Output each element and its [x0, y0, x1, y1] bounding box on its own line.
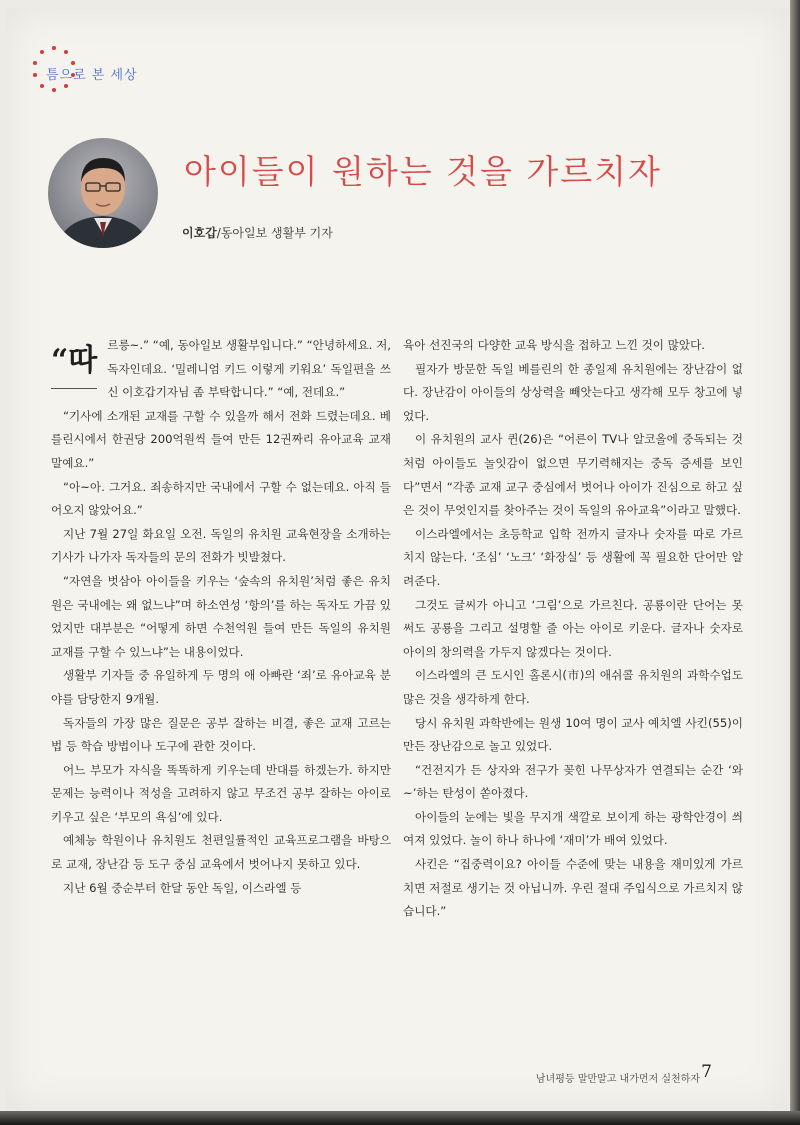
paragraph: 아이들의 눈에는 빛을 무지개 색깔로 보이게 하는 광학안경이 씌여져 있었다. 놀이 하나 하나에 ‘재미’가 배여 있었다. [403, 809, 743, 848]
paragraph: 르릉~.” “예, 동아일보 생활부입니다.” “안녕하세요. 저, 독자인데요. ‘밀레니엄 키드 이렇게 키워요’ 독일편을 쓰신 이호갑기자님 좀 부탁합니다.” “예, 전데요.” [107, 338, 391, 400]
drop-cap: “따 [51, 338, 97, 389]
page-edge-shadow [790, 0, 800, 1125]
footer-slogan: 남녀평등 말만말고 내가먼저 실천하자 [535, 1074, 700, 1085]
byline [182, 224, 333, 241]
paragraph: “자연을 벗삼아 아이들을 키우는 ‘숲속의 유치원’처럼 좋은 유치원은 국내에는 왜 없느냐”며 하소연성 ‘항의’를 하는 독자도 가끔 있었지만 대부분은 “어떻게 하면 수천억원 들여 만든 독일의 유치원 교재를 구할 수 있느냐”는 내용이었다. [51, 573, 391, 659]
article-column-left [51, 334, 391, 900]
paragraph: “기사에 소개된 교재를 구할 수 있을까 해서 전화 드렸는데요. 베를린시에서 한권당 200억원씩 들여 만든 12권짜리 유아교육 교재말예요.” [51, 408, 391, 470]
paragraph: 어느 부모가 자식을 똑똑하게 키우는데 반대를 하겠는가. 하지만 문제는 능력이나 적성을 고려하지 않고 무조건 공부 잘하는 아이로 키우고 싶은 ‘부모의 욕심’에 있다. [51, 762, 391, 824]
paragraph: 당시 유치원 과학반에는 원생 10여 명이 교사 예치엘 사킨(55)이 만든 장난감으로 놀고 있었다. [403, 715, 743, 754]
paragraph: “아~아. 그거요. 죄송하지만 국내에서 구할 수 없는데요. 아직 들어오지 않았어요.” [51, 479, 391, 518]
article-title: 아이들이 원하는 것을 가르치자 [184, 152, 662, 191]
paragraph: 그것도 글씨가 아니고 ‘그림’으로 가르친다. 공룡이란 단어는 못써도 공룡을 그리고 설명할 줄 아는 아이로 키운다. 글자나 숫자로 아이의 창의력을 가두지 않겠다는 것이다. [403, 597, 743, 659]
author-name: 이호갑 [182, 226, 217, 240]
paragraph: 이스라엘의 큰 도시인 홀론시(市)의 애쉬콜 유치원의 과학수업도 많은 것을 생각하게 한다. [403, 668, 743, 706]
paragraph: 예체능 학원이나 유치원도 천편일률적인 교육프로그램을 바탕으로 교재, 장난감 등 도구 중심 교육에서 벗어나지 못하고 있다. [51, 833, 391, 872]
paragraph: 필자가 방문한 독일 베를린의 한 종일제 유치원에는 장난감이 없다. 장난감이 아이들의 상상력을 빼앗는다고 생각해 모두 창고에 넣었다. [403, 361, 743, 423]
author-role: /동아일보 생활부 기자 [216, 226, 333, 240]
page-bottom-shadow [0, 1111, 800, 1125]
paragraph: 독자들의 가장 많은 질문은 공부 잘하는 비결, 좋은 교재 고르는 법 등 학습 방법이나 도구에 관한 것이다. [51, 715, 391, 754]
paragraph: 지난 6월 중순부터 한달 동안 독일, 이스라엘 등 [63, 880, 302, 895]
paragraph: 사킨은 “집중력이요? 아이들 수준에 맞는 내용을 재미있게 가르치면 저절로 생기는 것 아닙니까. 우린 절대 주입식으로 가르치지 않습니다.” [403, 857, 743, 919]
author-photo [48, 138, 158, 248]
paragraph: 이 유치원의 교사 퀸(26)은 “어른이 TV나 알코올에 중독되는 것처럼 아이들도 놀잇감이 없으면 무기력해지는 중독 증세를 보인다”면서 “각종 교재 교구 중심에서 벗어나 아이가 진심으로 하고 싶은 것이 무엇인지를 찾아주는 것이 독일의 유아교육”이라고 말했다. [403, 432, 743, 518]
author-portrait-icon [48, 138, 158, 248]
section-label: 틈으로 본 세상 [46, 68, 138, 83]
paragraph: 지난 7월 27일 화요일 오전. 독일의 유치원 교육현장을 소개하는 기사가 나가자 독자들의 문의 전화가 빗발쳤다. [51, 526, 391, 565]
paragraph: “건전지가 든 상자와 전구가 꽂힌 나무상자가 연결되는 순간 ‘와~’하는 탄성이 쏟아졌다. [403, 762, 743, 801]
paragraph: 생활부 기자들 중 유일하게 두 명의 애 아빠란 ‘죄’로 유아교육 분야를 담당한지 9개월. [51, 668, 391, 706]
page-number: 7 [701, 1062, 712, 1082]
paragraph: 이스라엘에서는 초등학교 입학 전까지 글자나 숫자를 따로 가르치지 않는다. ‘조심’ ‘노크’ ‘화장실’ 등 생활에 꼭 필요한 단어만 알려준다. [403, 526, 743, 588]
magazine-page [6, 8, 788, 1110]
paragraph: 육아 선진국의 다양한 교육 방식을 접하고 느낀 것이 많았다. [403, 338, 705, 352]
article-column-right [403, 334, 743, 924]
